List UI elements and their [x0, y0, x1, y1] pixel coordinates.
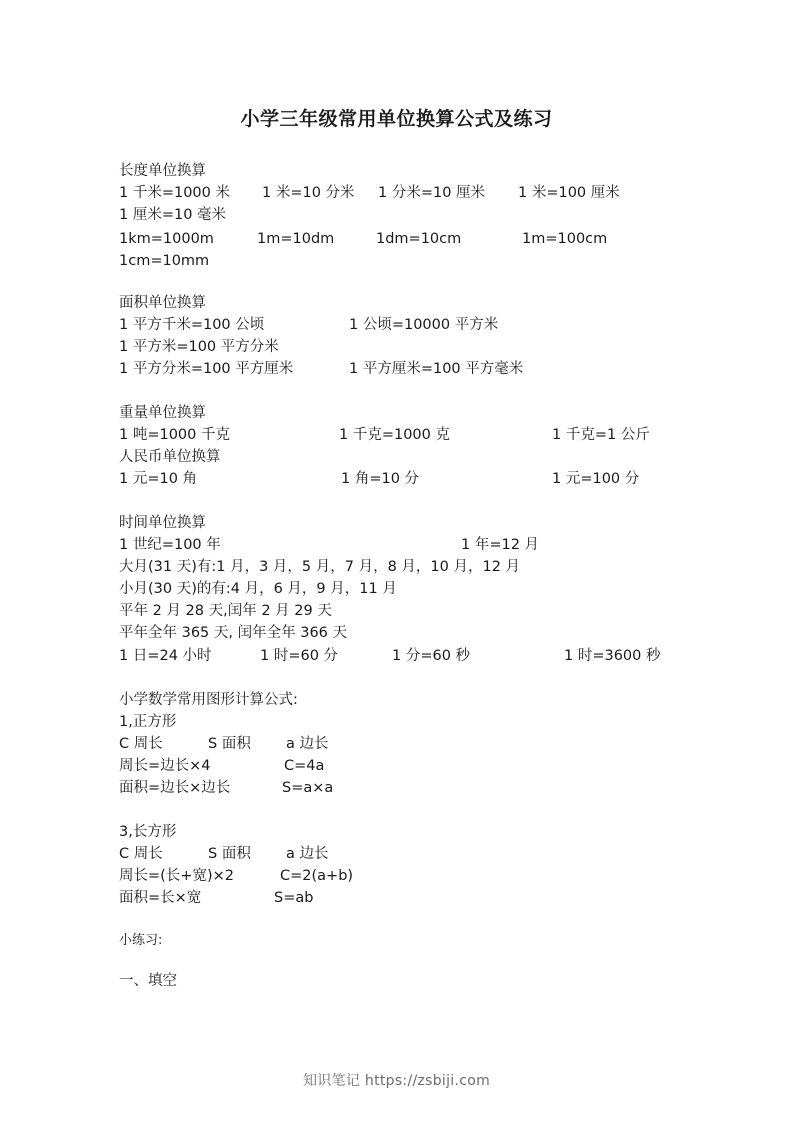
- area-formula: 1 公顷=10000 平方米: [349, 317, 499, 333]
- time-row-2: 大月(31 天)有:1 月，3 月，5 月，7 月，8 月，10 月，12 月: [119, 559, 521, 575]
- length-formula: 1 千米=1000 米: [119, 185, 230, 201]
- var-area: S 面积: [208, 846, 251, 862]
- var-side: a 边长: [286, 736, 329, 752]
- length-formula: 1m=10dm: [257, 231, 335, 247]
- money-heading: 人民币单位换算: [119, 449, 221, 465]
- time-row-3: 小月(30 天)的有:4 月，6 月，9 月，11 月: [119, 581, 397, 597]
- time-formula: 1 世纪=100 年: [119, 537, 221, 553]
- area-formula: 1 平方厘米=100 平方毫米: [349, 361, 524, 377]
- time-formula: 1 时=60 分: [260, 648, 339, 664]
- length-formula: 1dm=10cm: [376, 231, 462, 247]
- practice-section-fill-in: 一、填空: [119, 973, 177, 989]
- length-formula: 1 分米=10 厘米: [378, 185, 486, 201]
- length-formula: 1km=1000m: [119, 231, 214, 247]
- time-heading: 时间单位换算: [119, 515, 206, 531]
- footer-watermark: 知识笔记 https://zsbiji.com: [302, 1073, 491, 1089]
- var-area: S 面积: [208, 736, 251, 752]
- time-formula: 1 分=60 秒: [392, 648, 471, 664]
- length-row-4: 1cm=10mm: [119, 253, 210, 269]
- formula-text: 周长=(长+宽)×2: [119, 868, 234, 884]
- time-row-5: 平年全年 365 天, 闰年全年 366 天: [119, 625, 348, 641]
- square-label: 1,正方形: [119, 714, 177, 730]
- area-formula: 1 平方分米=100 平方厘米: [119, 361, 294, 377]
- shapes-heading: 小学数学常用图形计算公式:: [119, 692, 298, 708]
- practice-heading: 小练习:: [119, 933, 163, 948]
- area-formula: 1 平方千米=100 公顷: [119, 317, 265, 333]
- page-title: 小学三年级常用单位换算公式及练习: [240, 108, 553, 130]
- time-formula: 1 年=12 月: [461, 537, 540, 553]
- weight-formula: 1 千克=1 公斤: [552, 427, 650, 443]
- money-formula: 1 元=10 角: [119, 471, 198, 487]
- area-row-2: 1 平方米=100 平方分米: [119, 339, 279, 355]
- time-row-4: 平年 2 月 28 天,闰年 2 月 29 天: [119, 603, 332, 619]
- money-formula: 1 元=100 分: [552, 471, 640, 487]
- time-formula: 1 时=3600 秒: [564, 648, 661, 664]
- area-heading: 面积单位换算: [119, 295, 206, 311]
- length-row-2: 1 厘米=10 毫米: [119, 207, 227, 223]
- formula-text: 周长=边长×4: [119, 758, 211, 774]
- var-perimeter: C 周长: [119, 846, 163, 862]
- length-heading: 长度单位换算: [119, 163, 206, 179]
- formula-symbol: C=4a: [284, 758, 325, 774]
- var-side: a 边长: [286, 846, 329, 862]
- time-formula: 1 日=24 小时: [119, 648, 212, 664]
- weight-heading: 重量单位换算: [119, 405, 206, 421]
- weight-formula: 1 千克=1000 克: [339, 427, 450, 443]
- formula-symbol: C=2(a+b): [280, 868, 354, 884]
- formula-symbol: S=ab: [274, 890, 314, 906]
- weight-formula: 1 吨=1000 千克: [119, 427, 230, 443]
- formula-text: 面积=长×宽: [119, 890, 202, 906]
- var-perimeter: C 周长: [119, 736, 163, 752]
- rectangle-label: 3,长方形: [119, 824, 177, 840]
- length-formula: 1m=100cm: [522, 231, 608, 247]
- money-formula: 1 角=10 分: [341, 471, 420, 487]
- formula-text: 面积=边长×边长: [119, 780, 231, 796]
- formula-symbol: S=a×a: [282, 780, 334, 796]
- length-formula: 1 米=10 分米: [262, 185, 355, 201]
- length-formula: 1 米=100 厘米: [518, 185, 620, 201]
